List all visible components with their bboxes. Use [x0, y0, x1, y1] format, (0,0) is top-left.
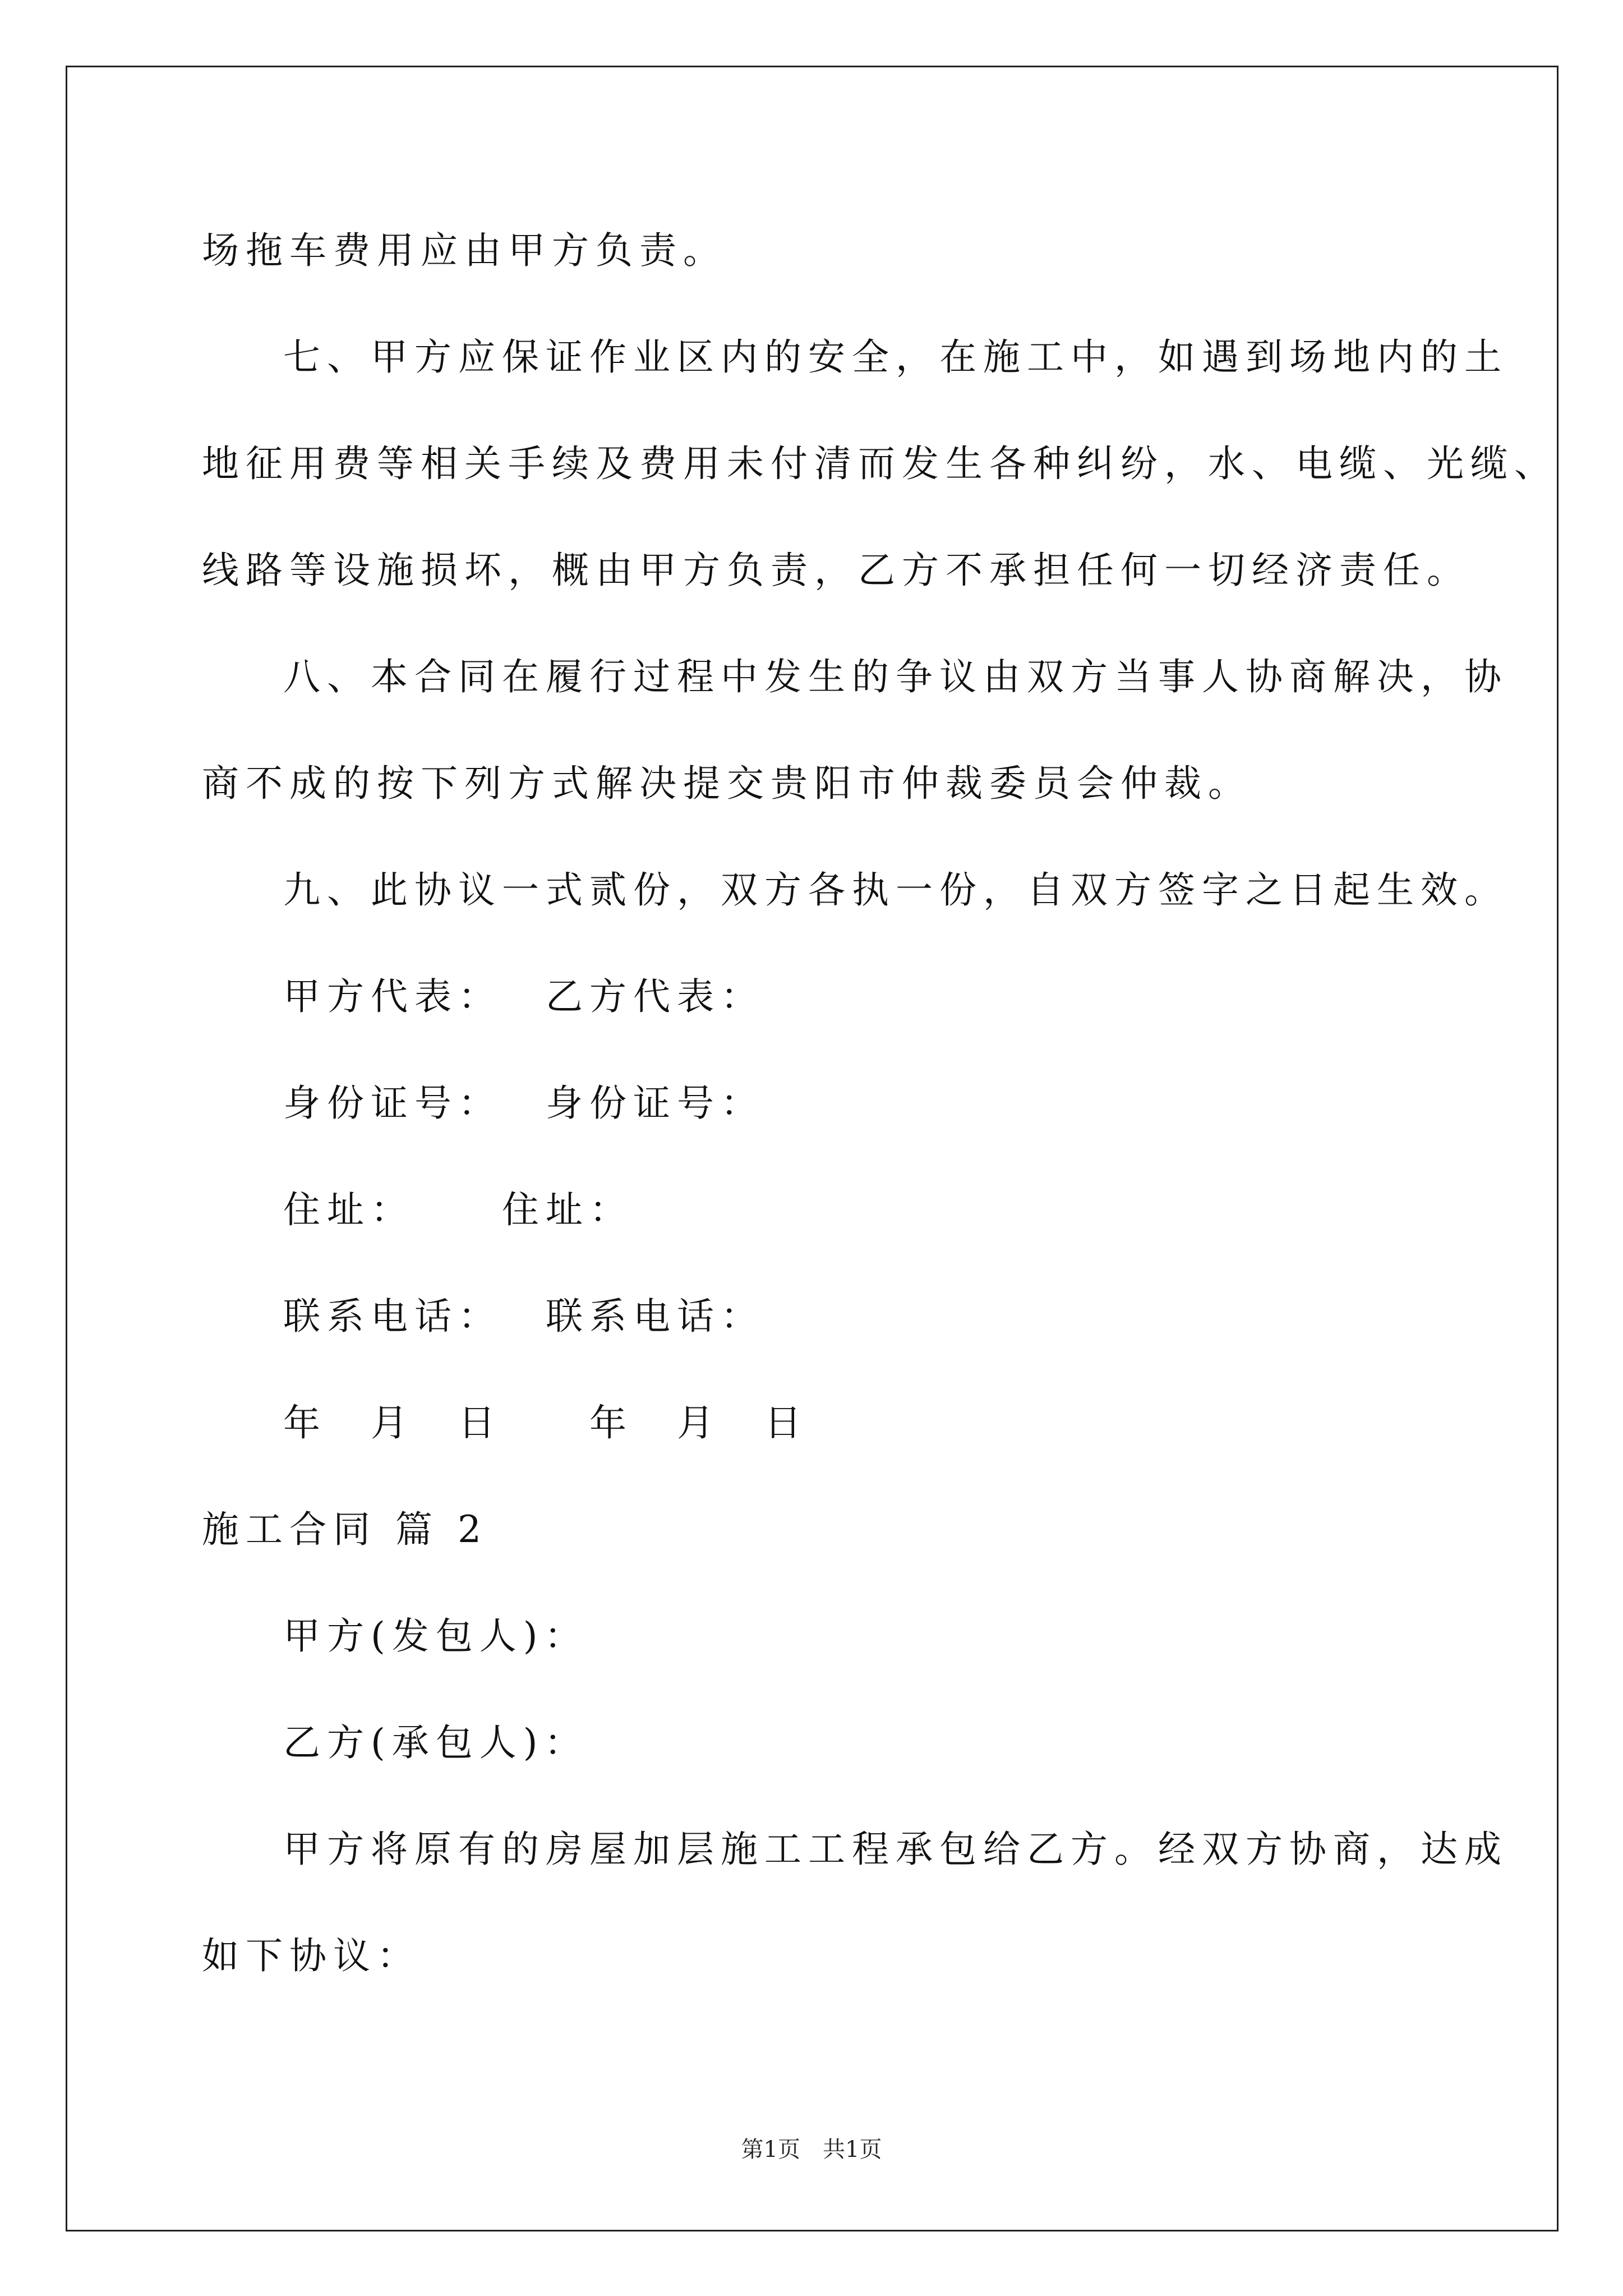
agreement-intro-line-1: 甲方将原有的房屋加层施工工程承包给乙方。经双方协商，达成 [283, 1828, 1508, 1871]
party-b-line: 乙方(承包人)： [283, 1721, 588, 1764]
clause-eight-line-1: 八、本合同在履行过程中发生的争议由双方当事人协商解决，协 [283, 655, 1508, 698]
clause-seven-line-2: 地征用费等相关手续及费用未付清而发生各种纠纷，水、电缆、光缆、 [202, 442, 1558, 485]
representative-line: 甲方代表： 乙方代表： [283, 975, 764, 1018]
party-a-line: 甲方(发包人)： [283, 1614, 588, 1658]
agreement-intro-line-2: 如下协议： [202, 1934, 421, 1977]
text-line-1: 场拖车费用应由甲方负责。 [202, 229, 727, 272]
clause-eight-line-2: 商不成的按下列方式解决提交贵阳市仲裁委员会仲裁。 [202, 762, 1252, 805]
clause-seven-line-3: 线路等设施损坏，概由甲方负责，乙方不承担任何一切经济责任。 [202, 549, 1470, 592]
section-heading: 施工合同 篇 2 [202, 1508, 488, 1551]
address-line: 住址： 住址： [283, 1188, 633, 1231]
clause-seven-line-1: 七、甲方应保证作业区内的安全，在施工中，如遇到场地内的土 [283, 335, 1508, 379]
id-number-line: 身份证号： 身份证号： [283, 1082, 764, 1125]
phone-line: 联系电话： 联系电话： [283, 1295, 764, 1338]
page-border [66, 66, 1559, 2231]
date-line: 年 月 日 年 月 日 [283, 1401, 808, 1444]
page-number-footer: 第1页 共1页 [741, 2137, 882, 2162]
clause-nine: 九、此协议一式贰份，双方各执一份，自双方签字之日起生效。 [283, 868, 1508, 912]
